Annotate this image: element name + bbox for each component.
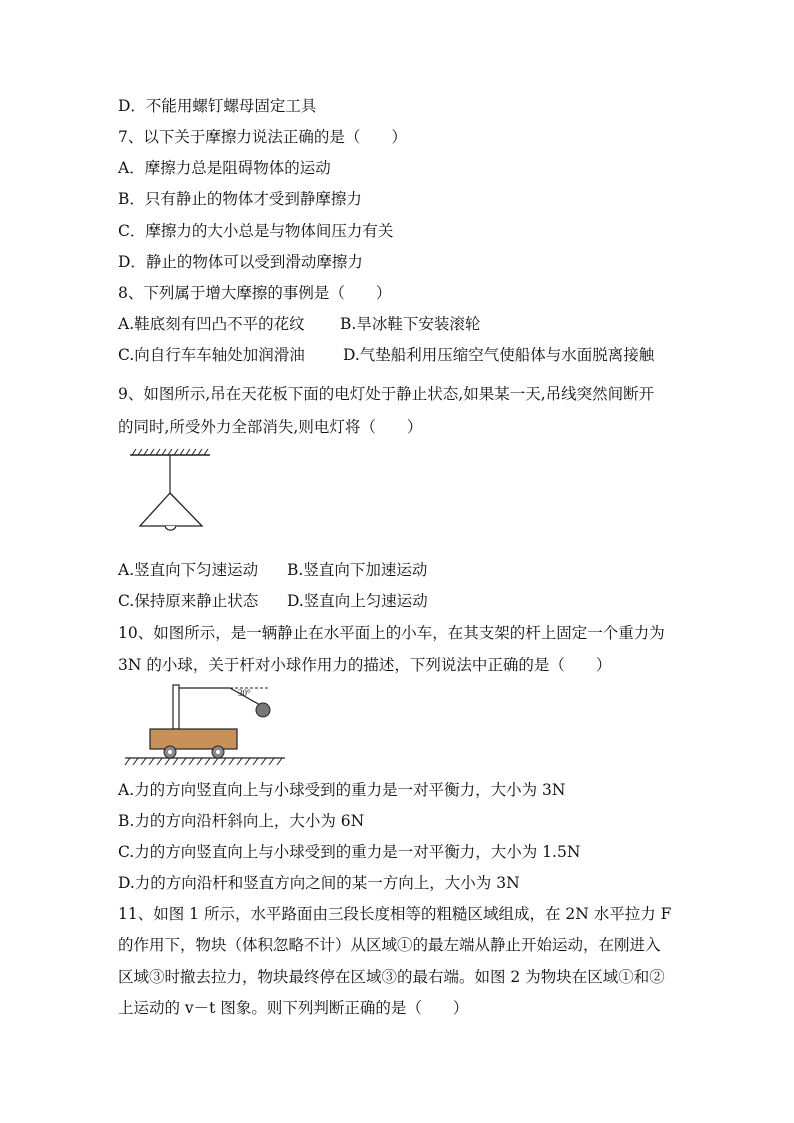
q8-option-d: D.气垫船利用压缩空气使船体与水面脱离接触 <box>343 346 655 364</box>
q7-option-d: D．静止的物体可以受到滑动摩擦力 <box>118 253 363 271</box>
support-pole <box>173 685 179 729</box>
q11-line-1: 11、如图 1 所示，水平路面由三段长度相等的粗糙区域组成，在 2N 水平拉力 F <box>118 905 672 923</box>
q10-cart-figure <box>120 680 290 770</box>
cart-body <box>150 729 237 749</box>
q8-option-c: C.向自行车车轴处加润滑油 <box>118 346 305 364</box>
q8-option-b: B.旱冰鞋下安装滚轮 <box>340 315 481 333</box>
q9-stem-line-2: 的同时,所受外力全部消失,则电灯将（ ） <box>118 418 423 436</box>
q11-line-3: 区域③时撤去拉力，物块最终停在区域③的最右端。如图 2 为物块在区域①和② <box>118 968 665 986</box>
q10-option-c: C.力的方向竖直向上与小球受到的重力是一对平衡力，大小为 1.5N <box>118 843 581 861</box>
q8-option-a: A.鞋底刻有凹凸不平的花纹 <box>118 315 305 333</box>
q10-stem-line-2: 3N 的小球，关于杆对小球作用力的描述，下列说法中正确的是（ ） <box>118 656 612 674</box>
q9-option-a: A.竖直向下匀速运动 <box>118 561 259 579</box>
lamp-bulb <box>165 526 176 530</box>
ball <box>256 703 270 717</box>
q6-option-d: D．不能用螺钉螺母固定工具 <box>118 97 317 115</box>
q10-stem-line-1: 10、如图所示，是一辆静止在水平面上的小车，在其支架的杆上固定一个重力为 <box>118 624 665 642</box>
ground-hatch <box>125 758 282 765</box>
q10-option-b: B.力的方向沿杆斜向上，大小为 6N <box>118 812 365 830</box>
q10-option-a: A.力的方向竖直向上与小球受到的重力是一对平衡力，大小为 3N <box>118 781 566 799</box>
q11-line-4: 上运动的 v－t 图象。则下列判断正确的是（ ） <box>118 999 469 1017</box>
cart-wheel-left-hub <box>168 750 172 754</box>
ceiling-hatch <box>132 449 208 455</box>
q11-line-2: 的作用下，物块（体积忽略不计）从区域①的最左端从静止开始运动，在刚进入 <box>118 936 661 954</box>
q7-option-c: C．摩擦力的大小总是与物体间压力有关 <box>118 222 394 240</box>
q7-option-b: B．只有静止的物体才受到静摩擦力 <box>118 190 362 208</box>
lamp-shade <box>140 493 202 526</box>
q9-option-c: C.保持原来静止状态 <box>118 592 259 610</box>
q7-option-a: A．摩擦力总是阻碍物体的运动 <box>118 159 331 177</box>
q9-stem-line-1: 9、如图所示,吊在天花板下面的电灯处于静止状态,如果某一天,吊线突然间断开 <box>118 385 655 403</box>
cart-wheel-right-hub <box>216 750 220 754</box>
q8-stem: 8、下列属于增大摩擦的事例是（ ） <box>118 284 392 302</box>
q9-option-b: B.竖直向下加速运动 <box>287 561 428 579</box>
q9-lamp-figure <box>125 448 215 548</box>
angle-label: 30° <box>238 688 251 698</box>
q10-option-d: D.力的方向沿杆和竖直方向之间的某一方向上，大小为 3N <box>118 874 520 892</box>
q7-stem: 7、以下关于摩擦力说法正确的是（ ） <box>118 128 407 146</box>
q9-option-d: D.竖直向上匀速运动 <box>287 592 428 610</box>
